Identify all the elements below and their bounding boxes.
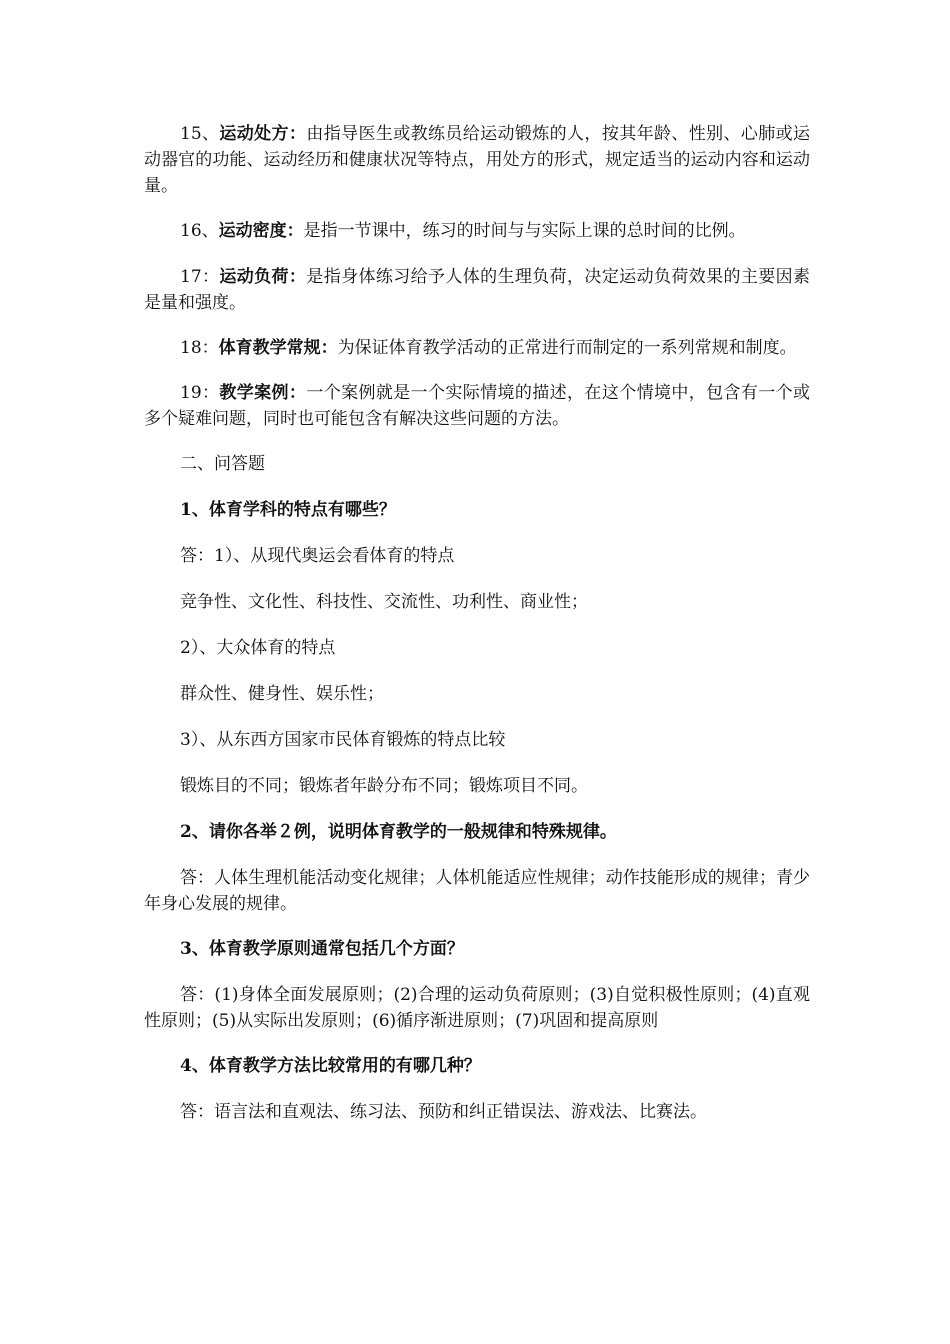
- question-2: 2、请你各举２例，说明体育教学的一般规律和特殊规律。: [180, 822, 617, 842]
- definition-18: [144, 335, 810, 361]
- question-4: 4、体育教学方法比较常用的有哪几种？: [180, 1056, 481, 1076]
- definition-number: 17：: [180, 267, 220, 287]
- definition-term: 运动密度：: [218, 221, 304, 241]
- question-3: 3、体育教学原则通常包括几个方面？: [180, 939, 464, 959]
- question-1: 1、体育学科的特点有哪些？: [180, 500, 396, 520]
- definition-17: [144, 264, 810, 316]
- answer-1-line-2: 竞争性、文化性、科技性、交流性、功利性、商业性；: [180, 592, 588, 612]
- document-body: [144, 121, 810, 1145]
- answer-4: 答：语言法和直观法、练习法、预防和纠正错误法、游戏法、比赛法。: [180, 1102, 707, 1122]
- definition-term: 运动处方：: [219, 124, 307, 144]
- definition-number: 19：: [180, 383, 220, 403]
- answer-1-line-4: 群众性、健身性、娱乐性；: [180, 684, 384, 704]
- definition-number: 18：: [180, 338, 219, 358]
- answer-1-line-5: 3）、从东西方国家市民体育锻炼的特点比较: [180, 730, 506, 750]
- definition-term: 教学案例：: [219, 383, 307, 403]
- answer-2: 答：人体生理机能活动变化规律；人体机能适应性规律；动作技能形成的规律；青少年身心发展的规律。: [144, 868, 810, 914]
- definition-term: 体育教学常规：: [218, 338, 338, 358]
- answer-1-line-6: 锻炼目的不同；锻炼者年龄分布不同；锻炼项目不同。: [180, 776, 588, 796]
- section-title: 二、问答题: [180, 454, 265, 474]
- definition-text: 由指导医生或教练员给运动锻炼的人，按其年龄、性别、心肺或运动器官的功能、运动经历和健康状况等特点，用处方的形式，规定适当的运动内容和运动量。: [144, 124, 811, 196]
- definition-19: [144, 380, 810, 432]
- definition-number: 15、: [180, 124, 220, 144]
- definition-15: [144, 121, 810, 199]
- answer-1-line-1: 答：1）、从现代奥运会看体育的特点: [180, 546, 455, 566]
- definition-text: 一个案例就是一个实际情境的描述，在这个情境中，包含有一个或多个疑难问题，同时也可能包含有解决这些问题的方法。: [144, 383, 811, 429]
- definition-text: 是指一节课中，练习的时间与与实际上课的总时间的比例。: [303, 221, 746, 241]
- answer-3: 答：(1)身体全面发展原则；(2)合理的运动负荷原则；(3)自觉积极性原则；(4)直观性原则；(5)从实际出发原则；(6)循序渐进原则；(7)巩固和提高原则: [144, 985, 810, 1031]
- answer-1-line-3: 2）、大众体育的特点: [180, 638, 336, 658]
- definition-term: 运动负荷：: [219, 267, 307, 287]
- definition-text: 为保证体育教学活动的正常进行而制定的一系列常规和制度。: [337, 338, 797, 358]
- definition-16: [144, 218, 810, 244]
- definition-number: 16、: [180, 221, 219, 241]
- definition-text: 是指身体练习给予人体的生理负荷，决定运动负荷效果的主要因素是量和强度。: [144, 267, 811, 313]
